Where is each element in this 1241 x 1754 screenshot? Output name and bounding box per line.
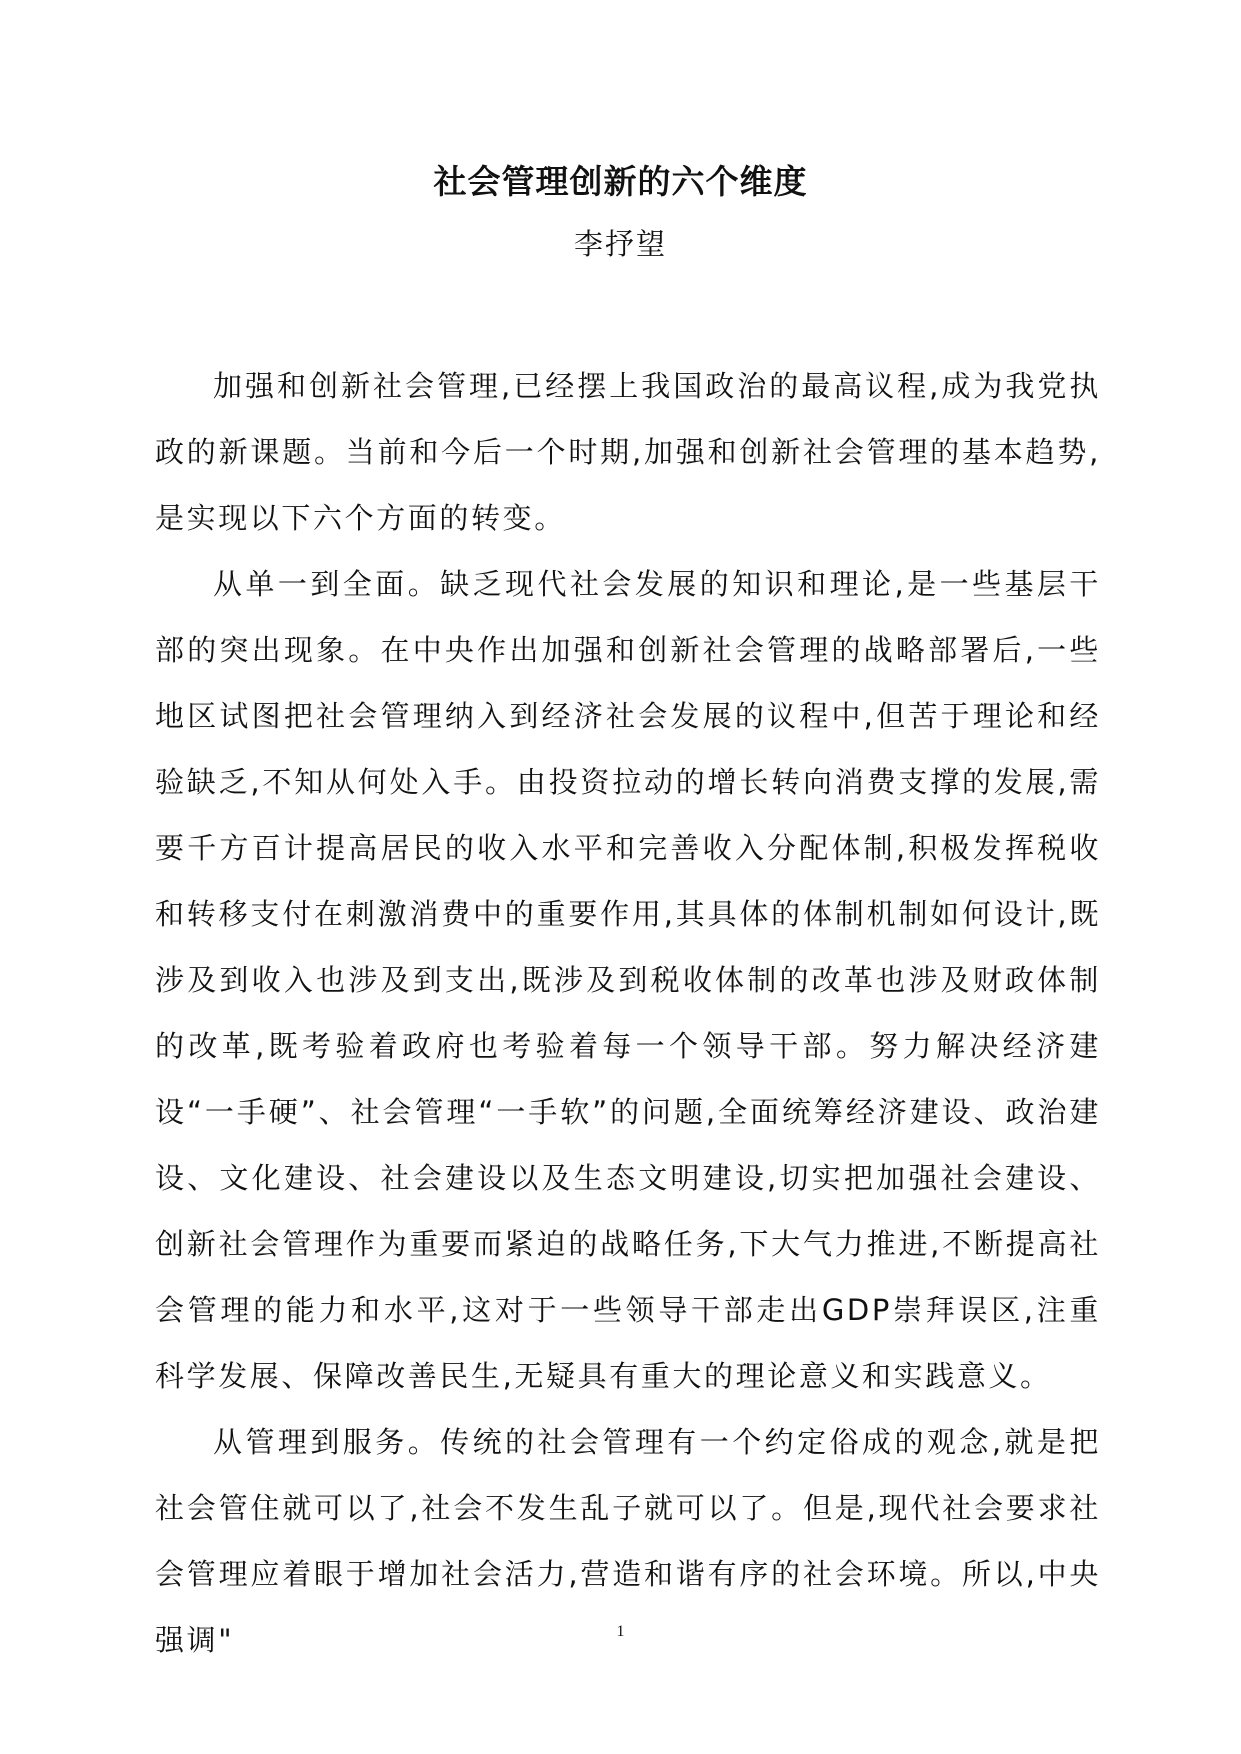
paragraph-single-to-comprehensive: 从单一到全面。缺乏现代社会发展的知识和理论,是一些基层干部的突出现象。在中央作出加强和创新社会管理的战略部署后,一些地区试图把社会管理纳入到经济社会发展的议程中,但苦于理论和经验缺乏,不知从何处入手。由投资拉动的增长转向消费支撑的发展,需要千方百计提高居民的收入水平和完善收入分配体制,积极发挥税收和转移支付在刺激消费中的重要作用,其具体的体制机制如何设计,既涉及到收入也涉及到支出,既涉及到税收体制的改革也涉及财政体制的改革,既考验着政府也考验着每一个领导干部。努力解决经济建设“一手硬”、社会管理“一手软”的问题,全面统筹经济建设、政治建设、文化建设、社会建设以及生态文明建设,切实把加强社会建设、创新社会管理作为重要而紧迫的战略任务,下大气力推进,不断提高社会管理的能力和水平,这对于一些领导干部走出GDP崇拜误区,注重科学发展、保障改善民生,无疑具有重大的理论意义和实践意义。 xyxy=(155,567,1101,1393)
paragraph-management-to-service: 从管理到服务。传统的社会管理有一个约定俗成的观念,就是把社会管住就可以了,社会不发生乱子就可以了。但是,现代社会要求社会管理应着眼于增加社会活力,营造和谐有序的社会环境。所以,中央强调" xyxy=(155,1425,1101,1657)
document-title: 社会管理创新的六个维度 xyxy=(433,162,808,201)
page-number: 1 xyxy=(616,1623,625,1640)
document-body xyxy=(155,353,1101,1673)
author-name: 李抒望 xyxy=(573,227,667,261)
paragraph-intro: 加强和创新社会管理,已经摆上我国政治的最高议程,成为我党执政的新课题。当前和今后一个时期,加强和创新社会管理的基本趋势,是实现以下六个方面的转变。 xyxy=(155,369,1101,535)
